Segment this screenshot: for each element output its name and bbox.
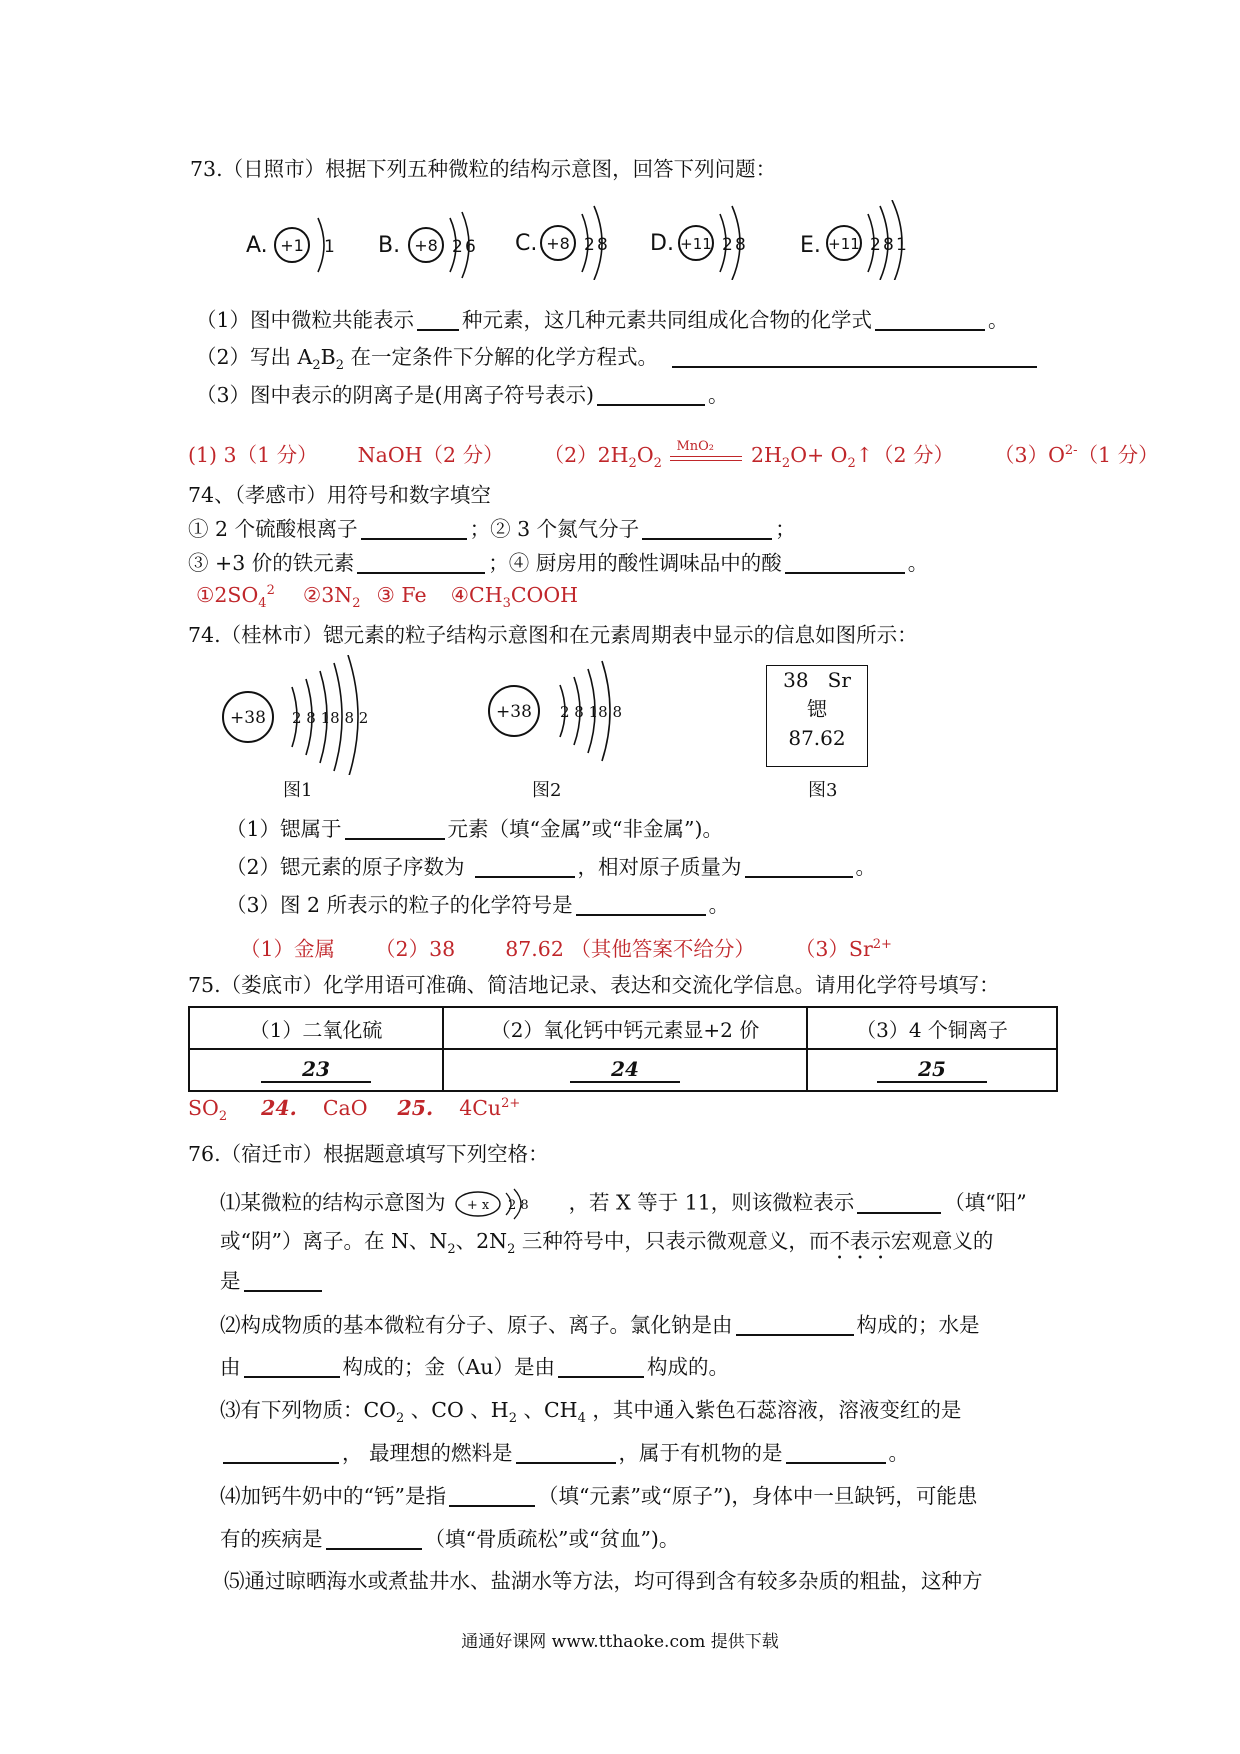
q73-sub1: （1）图中微粒共能表示 种元素，这几种元素共同组成化合物的化学式 。 (196, 308, 1009, 332)
q75-title: 75.（娄底市）化学用语可准确、简洁地记录、表达和交流化学信息。请用化学符号填写： (188, 973, 1000, 997)
element-symbol: Sr (827, 668, 851, 692)
q74a-title: 74、（孝感市）用符号和数字填空 (188, 483, 491, 507)
q76-structure-diagram (452, 1187, 562, 1221)
diagram-b-shell-2: 6 (465, 237, 476, 257)
atomic-mass: 87.62 (788, 726, 846, 750)
answer-blank[interactable] (361, 518, 467, 540)
q76-p3-line2: ， 最理想的燃料是 ，属于有机物的是 。 (220, 1439, 909, 1467)
svg-text:2 8: 2 8 (508, 1198, 529, 1213)
diagram-e-shell-2: 8 (883, 235, 894, 255)
fig3-caption: 图3 (808, 780, 838, 801)
q74a-answer: $①2SO_4^2$ $②3N_2$ ③ Fe $④CH_3COOH$ (196, 583, 579, 612)
answer-blank[interactable] (642, 518, 772, 540)
q76-p5: ⑸通过晾晒海水或煮盐井水、盐湖水等方法，均可得到含有较多杂质的粗盐，这种方 (224, 1569, 983, 1593)
page-footer: 通通好课网 www.tthaoke.com 提供下载 (461, 1632, 779, 1652)
fig1-caption: 图1 (283, 780, 313, 801)
diagram-a-label: A. (246, 233, 268, 258)
diagram-c-shell-1: 2 (584, 235, 595, 255)
q74a-line1: ① 2 个硫酸根离子 ；② 3 个氮气分子 ； (188, 517, 796, 541)
answer-blank[interactable] (475, 856, 575, 878)
answer-blank[interactable] (576, 894, 706, 916)
diagram-e-charge: +11 (828, 235, 860, 253)
element-name: 锶 (807, 697, 827, 721)
diagram-e-label: E. (800, 233, 821, 258)
answer-blank[interactable] (857, 1192, 941, 1214)
fig1-nucleus: +38 (230, 708, 266, 728)
answer-blank[interactable] (786, 1442, 886, 1464)
answer-blank-23[interactable]: 23 (261, 1057, 371, 1083)
answer-blank[interactable] (745, 856, 853, 878)
fig1-shells: 2 8 18 8 2 (292, 709, 369, 727)
diagram-b-charge: +8 (414, 236, 438, 255)
fig2-caption: 图2 (532, 780, 562, 801)
svg-text:+ x: + x (466, 1198, 490, 1213)
answer-blank[interactable] (875, 309, 985, 331)
q73-title: 73.（日照市）根据下列五种微粒的结构示意图，回答下列问题： (190, 157, 777, 181)
q76-title: 76.（宿迁市）根据题意填写下列空格： (188, 1142, 549, 1166)
answer-blank[interactable] (357, 552, 485, 574)
q73-sub3: （3）图中表示的阴离子是(用离子符号表示) 。 (196, 383, 729, 407)
answer-blank[interactable] (785, 552, 905, 574)
emphasized-text: 不表示 (829, 1229, 891, 1253)
diagram-d-label: D. (650, 231, 674, 256)
q74b-sub3: （3）图 2 所表示的粒子的化学符号是 。 (226, 893, 730, 917)
diagram-c-label: C. (515, 231, 538, 256)
answer-blank[interactable] (417, 309, 459, 331)
table-header: （1）二氧化硫 (189, 1007, 443, 1049)
atomic-number: 38 (783, 668, 809, 692)
q76-p3-line1: ⑶有下列物质：$CO_2$ 、CO 、$H_2$ 、$CH_4$ ，其中通入紫色石蕊溶液，溶液变红的是 (220, 1398, 962, 1427)
answer-blank[interactable] (672, 346, 1037, 368)
catalyst-arrow: MnO₂ (668, 447, 744, 467)
table-header: （2）氧化钙中钙元素显+2 价 (443, 1007, 807, 1049)
answer-blank-24[interactable]: 24 (570, 1057, 680, 1083)
answer-blank[interactable] (736, 1314, 854, 1336)
answer-blank[interactable] (449, 1485, 535, 1507)
q74b-answer: （1）金属 （2）38 87.62 （其他答案不给分） $(3)Sr^{2+}$ (240, 937, 892, 961)
diagram-e-shell-3: 1 (896, 235, 907, 255)
q76-p1-line1: ⑴某微粒的结构示意图为 + x 2 8 ，若 X 等于 11，则该微粒表示 （填“阳” (220, 1187, 1027, 1221)
q74b-sub1: （1）锶属于 元素（填“金属”或“非金属”)。 (226, 817, 723, 841)
answer-blank[interactable] (597, 384, 705, 406)
sr-ion-figure-2 (486, 655, 646, 765)
table-header: （3）4 个铜离子 (807, 1007, 1057, 1049)
diagram-d-shell-1: 2 (722, 235, 733, 255)
diagram-c-shell-2: 8 (597, 235, 608, 255)
q75-table (188, 1006, 1058, 1092)
diagram-b-shell-1: 2 (452, 237, 463, 257)
answer-blank[interactable] (244, 1270, 322, 1292)
q73-answer: (1) 3（1 分） NaOH（2 分） $(2)2H_2O_2$ MnO₂ $2H_2O+$ $O_2↑(2$ 分） $(3)O^{2-}(1$ 分） (188, 438, 1159, 472)
answer-blank[interactable] (516, 1442, 616, 1464)
answer-blank[interactable] (326, 1528, 422, 1550)
diagram-e-shell-1: 2 (870, 235, 881, 255)
q73-structure-diagrams (230, 200, 960, 280)
answer-blank[interactable] (223, 1442, 339, 1464)
diagram-a-charge: +1 (280, 236, 304, 255)
periodic-table-cell (766, 665, 868, 767)
diagram-c-charge: +8 (546, 234, 570, 253)
q76-p4-line2: 有的疾病是 （填“骨质疏松”或“贫血”)。 (220, 1527, 680, 1551)
answer-blank[interactable] (244, 1356, 340, 1378)
q73-sub2: （2）写出 $A_2B_2$ 在一定条件下分解的化学方程式。 (196, 343, 1040, 371)
fig2-nucleus: +38 (496, 702, 532, 722)
q76-p4-line1: ⑷加钙牛奶中的“钙”是指 （填“元素”或“原子”)，身体中一旦缺钙，可能患 (220, 1484, 978, 1508)
diagram-b-label: B. (378, 233, 401, 258)
q74b-title: 74.（桂林市）锶元素的粒子结构示意图和在元素周期表中显示的信息如图所示： (188, 623, 918, 647)
q75-answer: $SO_2$ 24. CaO 25. $4Cu^{2+}$ (188, 1096, 521, 1125)
q74b-sub2: （2）锶元素的原子序数为 ，相对原子质量为 。 (226, 855, 877, 879)
diagram-d-charge: +11 (680, 235, 712, 253)
diagram-a-electrons: 1 (324, 237, 335, 257)
answer-blank-25[interactable]: 25 (877, 1057, 987, 1083)
diagram-d-shell-2: 8 (735, 235, 746, 255)
sr-atom-figure-1 (220, 655, 400, 775)
q76-p1-line3: 是 (220, 1267, 325, 1295)
q76-p1-line2: 或“阴”）离子。在 N、$N_2$、$2N_2$ 三种符号中，只表示微观意义，而不表示宏观意义的 (220, 1229, 994, 1258)
q76-p2-line2: 由 构成的；金（Au）是由 构成的。 (220, 1355, 730, 1379)
answer-blank[interactable] (558, 1356, 644, 1378)
answer-blank[interactable] (345, 818, 445, 840)
q74a-line2: ③ +3 价的铁元素 ；④ 厨房用的酸性调味品中的酸 。 (188, 551, 929, 575)
fig2-shells: 2 8 18 8 (560, 703, 623, 721)
q76-p2-line1: ⑵构成物质的基本微粒有分子、原子、离子。氯化钠是由 构成的；水是 (220, 1313, 980, 1337)
